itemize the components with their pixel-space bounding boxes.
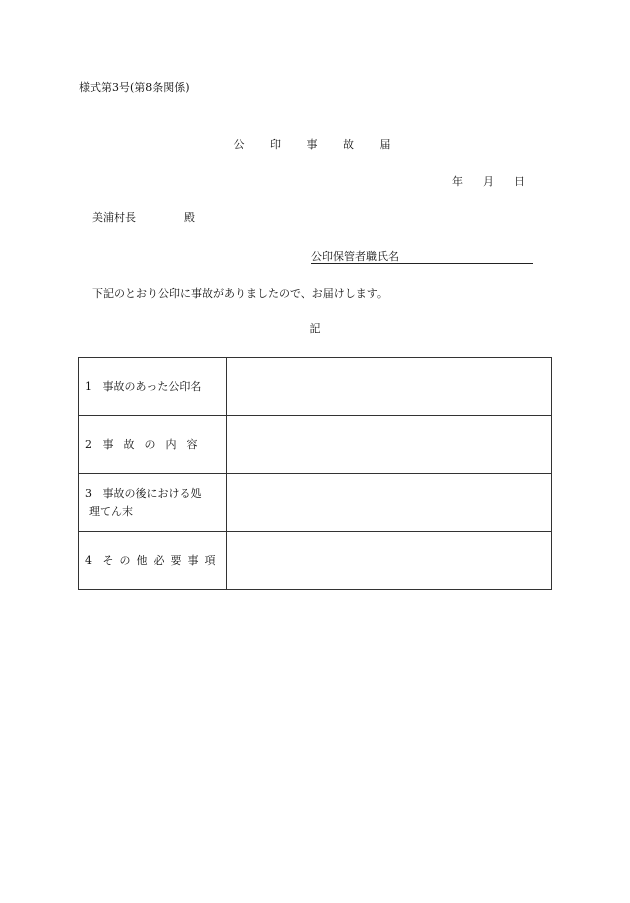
table-row [79, 416, 552, 474]
row-number: 2 [85, 437, 92, 451]
row-label-text-line2: 理てん末 [89, 504, 133, 518]
date-day: 日 [514, 175, 525, 188]
document-title [0, 139, 630, 150]
addressee-name: 美浦村長 [92, 211, 136, 224]
applicant-label: 公印保管者職氏名 [311, 250, 399, 263]
row-label [79, 474, 227, 532]
row-label [79, 416, 227, 474]
date-line [452, 176, 525, 187]
table-row [79, 358, 552, 416]
title-char: 印 [270, 138, 281, 151]
record-table [78, 357, 552, 590]
row-number: 1 [85, 379, 92, 393]
form-number: 様式第3号(第8条関係) [79, 81, 190, 94]
title-char: 故 [343, 138, 354, 151]
row-number: 3 [85, 486, 92, 500]
title-char: 公 [233, 138, 245, 151]
ki-heading: 記 [309, 322, 321, 335]
table-row [79, 474, 552, 532]
row-value-cell[interactable] [227, 358, 552, 416]
addressee [92, 212, 195, 223]
row-value-cell[interactable] [227, 474, 552, 532]
body-text: 下記のとおり公印に事故がありましたので、お届けします。 [92, 287, 388, 300]
title-char: 届 [379, 138, 391, 151]
addressee-honorific: 殿 [184, 211, 195, 224]
row-label-text: 事故のあった公印名 [102, 379, 202, 393]
date-month: 月 [483, 175, 494, 188]
row-label [79, 358, 227, 416]
table-row [79, 532, 552, 590]
title-char: 事 [306, 138, 318, 151]
row-label-text: 事故の後における処 [102, 486, 202, 500]
row-value-cell[interactable] [227, 416, 552, 474]
row-label-text: 事故の内容 [102, 437, 208, 451]
row-number: 4 [85, 553, 92, 567]
row-label-text: その他必要事項 [102, 553, 222, 567]
applicant-signature-line[interactable] [311, 251, 533, 264]
row-value-cell[interactable] [227, 532, 552, 590]
date-year: 年 [452, 175, 463, 188]
row-label [79, 532, 227, 590]
